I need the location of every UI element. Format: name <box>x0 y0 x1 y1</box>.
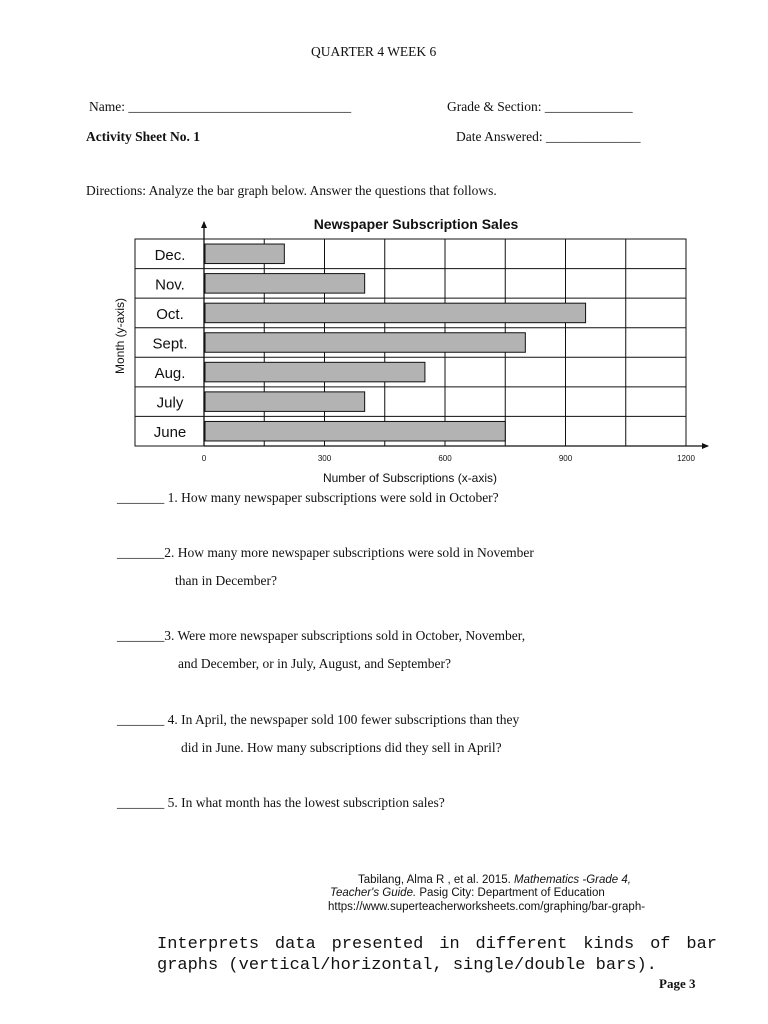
category-labels <box>152 247 187 441</box>
question-number: 3. <box>164 628 175 643</box>
category-label: July <box>156 394 184 412</box>
question-5 <box>117 789 445 817</box>
answer-blank[interactable]: _______ <box>117 545 165 560</box>
question-4 <box>117 706 519 762</box>
activity-sheet-label: Activity Sheet No. 1 <box>86 129 200 144</box>
chart-bars <box>205 244 586 441</box>
question-3 <box>117 622 525 678</box>
page-number: Page 3 <box>659 976 696 991</box>
reference-citation <box>332 874 631 887</box>
learning-competency: Interprets data presented in different kinds of bar graphs (vertical/horizontal, single/double bars). <box>157 935 717 975</box>
category-label: Dec. <box>154 246 186 264</box>
question-text-continued: did in June. How many subscriptions did they sell in April? <box>181 740 502 755</box>
question-text: Were more newspaper subscriptions sold in October, November, <box>177 628 526 643</box>
category-label: Oct. <box>156 305 184 323</box>
category-label: June <box>153 424 187 442</box>
reference-publisher-line <box>330 887 605 900</box>
x-tick-labels <box>202 454 696 463</box>
bar-oct <box>205 303 586 323</box>
x-tick-label: 600 <box>438 454 452 463</box>
question-number: 1. <box>167 490 178 505</box>
grade-section-field: Grade & Section: _____________ <box>447 99 633 114</box>
question-number: 5. <box>167 795 178 810</box>
chart-title: Newspaper Subscription Sales <box>313 216 519 232</box>
question-1 <box>117 484 499 512</box>
reference-url[interactable]: https://www.superteacherworksheets.com/graphing/bar-graph- <box>328 901 646 913</box>
bar-aug <box>205 362 425 382</box>
directions-text: Directions: Analyze the bar graph below. Answer the questions that follows. <box>86 183 497 198</box>
question-text-continued: than in December? <box>175 573 277 588</box>
question-text: In April, the newspaper sold 100 fewer subscriptions than they <box>181 712 520 727</box>
x-tick-label: 300 <box>317 454 332 463</box>
category-label: Nov. <box>155 276 185 294</box>
question-text: In what month has the lowest subscription sales? <box>181 795 445 810</box>
y-axis-arrow <box>201 221 207 228</box>
category-label: Sept. <box>152 335 188 353</box>
x-tick-label: 900 <box>558 454 573 463</box>
name-field: Name: _________________________________ <box>89 99 352 114</box>
answer-blank[interactable]: _______ <box>117 712 165 727</box>
question-text-continued: and December, or in July, August, and September? <box>178 656 452 671</box>
reference-authors: Tabilang, Alma R , et al. 2015. <box>358 874 511 886</box>
worksheet-title: QUARTER 4 WEEK 6 <box>311 44 437 59</box>
reference-publisher: Pasig City: Department of Education <box>419 887 605 899</box>
question-number: 2. <box>164 545 175 560</box>
reference-book: Mathematics -Grade 4, <box>514 874 631 886</box>
x-axis-arrow <box>702 443 709 449</box>
question-text: How many newspaper subscriptions were sold in October? <box>181 490 499 505</box>
question-text: How many more newspaper subscriptions were sold in November <box>177 545 534 560</box>
x-axis-label: Number of Subscriptions (x-axis) <box>322 471 498 485</box>
question-2 <box>117 539 534 595</box>
answer-blank[interactable]: _______ <box>117 795 165 810</box>
bar-sept <box>205 333 525 353</box>
question-number: 4. <box>167 712 178 727</box>
bar-dec <box>205 244 284 264</box>
x-tick-label: 0 <box>201 454 207 463</box>
answer-blank[interactable]: _______ <box>117 628 165 643</box>
bar-nov <box>205 274 365 294</box>
category-label: Aug. <box>154 365 186 383</box>
y-axis-label: Month (y-axis) <box>113 297 127 375</box>
bar-chart <box>100 212 720 488</box>
bar-july <box>205 392 365 412</box>
x-tick-label: 1200 <box>677 454 695 463</box>
date-answered-field: Date Answered: ______________ <box>456 129 641 144</box>
bar-june <box>205 421 505 441</box>
reference-book-cont: Teacher's Guide. <box>330 887 417 899</box>
answer-blank[interactable]: _______ <box>117 490 165 505</box>
